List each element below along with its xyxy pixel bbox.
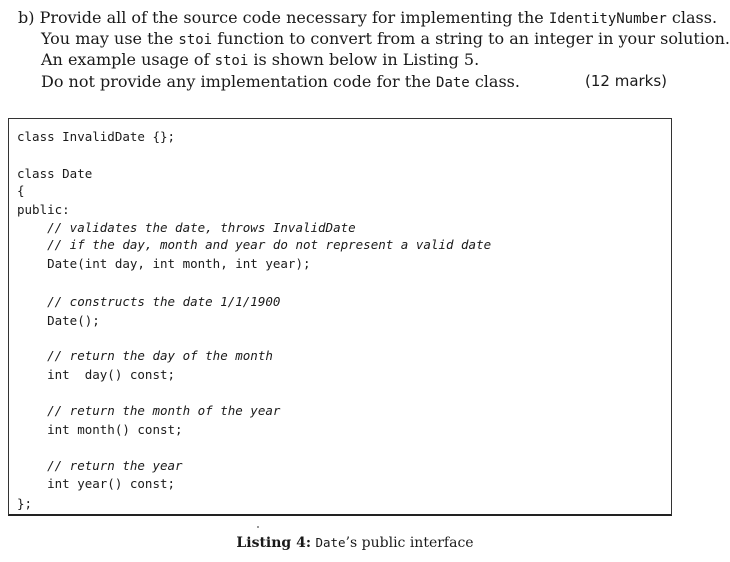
caption-label: Listing 4: [236,535,311,551]
code-line: Date(); [17,313,100,328]
code-comment: // return the month of the year [17,403,281,418]
code-line: public: [17,202,70,217]
identitynumber-code: IdentityNumber [548,11,667,27]
code-line: int day() const; [17,367,176,382]
scan-speck [257,526,259,528]
code-line: class Date [17,166,93,181]
listing-caption [0,535,710,551]
question-line-2: You may use the stoi function to convert from a string to an integer in your solution. [41,29,730,48]
caption-text: ’s public interface [345,535,474,551]
marks-label: (12 marks) [585,72,668,90]
code-comment: // return the year [17,458,183,473]
stoi-code-2: stoi [214,53,249,69]
stoi-code: stoi [178,32,213,48]
code-comment: // if the day, month and year do not represent a valid date [17,237,492,252]
question-line-3: An example usage of stoi is shown below in Listing 5. [41,50,480,69]
code-line: }; [17,496,33,511]
code-line: int month() const; [17,422,183,437]
code-line: class InvalidDate {}; [17,129,176,144]
code-comment: // return the day of the month [17,348,273,363]
code-line: Date(int day, int month, int year); [17,256,311,271]
code-comment: // constructs the date 1/1/1900 [17,294,281,309]
date-code: Date [436,75,470,91]
question-line-1: b) Provide all of the source code necessary for implementing the IdentityNumber class. [18,8,718,27]
code-comment: // validates the date, throws InvalidDate [17,220,356,235]
code-line: int year() const; [17,476,176,491]
question-line-4: Do not provide any implementation code for the Date class. [41,72,520,91]
code-listing [8,118,672,516]
caption-code: Date [315,535,346,550]
code-line: { [17,183,25,198]
